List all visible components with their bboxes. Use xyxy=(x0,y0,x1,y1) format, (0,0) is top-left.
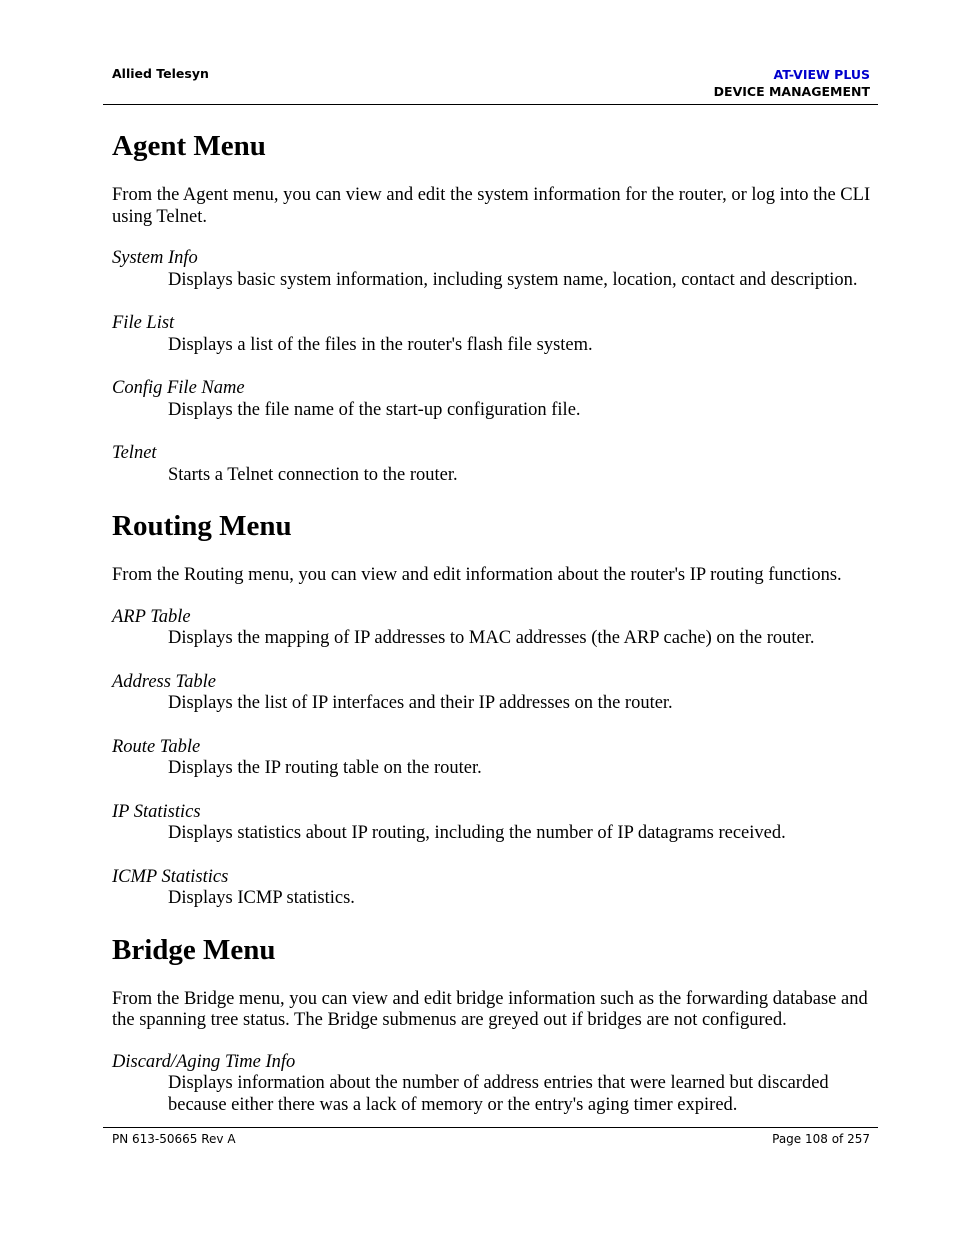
item-description: Displays basic system information, including system name, location, contact and description. xyxy=(168,269,858,290)
item-term: Route Table xyxy=(112,736,201,757)
menu-item-file-list xyxy=(112,313,882,356)
item-term: IP Statistics xyxy=(112,801,201,822)
item-term: File List xyxy=(112,313,175,333)
item-term: Address Table xyxy=(112,671,216,692)
menu-item-icmp-statistics xyxy=(112,867,882,910)
section-intro: From the Bridge menu, you can view and edit bridge information such as the forwarding database and the spanning tree status. The Bridge submenus are greyed out if bridges are not configured. xyxy=(112,988,868,1030)
item-term: System Info xyxy=(112,248,198,268)
menu-item-ip-statistics xyxy=(112,802,882,845)
menu-item-system-info xyxy=(112,248,882,291)
item-description: Displays the mapping of IP addresses to MAC addresses (the ARP cache) on the router. xyxy=(168,628,815,648)
menu-item-arp-table xyxy=(112,607,882,650)
item-term: Config File Name xyxy=(112,378,245,398)
footer-page-number: Page 108 of 257 xyxy=(772,1132,870,1146)
section-title: Bridge Menu xyxy=(112,933,276,966)
menu-item-discard-aging-time-info xyxy=(112,1052,882,1117)
section-agent-menu xyxy=(112,128,882,486)
menu-item-route-table xyxy=(112,737,882,780)
page-header xyxy=(103,64,878,105)
item-term: Discard/Aging Time Info xyxy=(112,1051,296,1072)
item-description: Displays a list of the files in the router's flash file system. xyxy=(168,334,593,355)
item-description: Displays the file name of the start-up configuration file. xyxy=(168,399,581,420)
section-intro: From the Routing menu, you can view and edit information about the router's IP routing functions. xyxy=(112,565,842,585)
item-term: Telnet xyxy=(112,443,157,463)
header-right xyxy=(714,66,870,100)
menu-item-address-table xyxy=(112,672,882,715)
section-title: Agent Menu xyxy=(112,130,266,162)
item-term: ICMP Statistics xyxy=(112,866,229,887)
item-description: Displays the list of IP interfaces and their IP addresses on the router. xyxy=(168,693,673,713)
header-company: Allied Telesyn xyxy=(112,66,209,81)
menu-item-config-file-name xyxy=(112,378,882,421)
section-title: Routing Menu xyxy=(112,510,292,542)
item-term: ARP Table xyxy=(112,606,191,627)
page-footer xyxy=(103,1127,878,1146)
item-description: Displays the IP routing table on the router. xyxy=(168,758,482,778)
menu-item-telnet xyxy=(112,443,882,486)
footer-part-number: PN 613-50665 Rev A xyxy=(112,1132,236,1146)
item-description: Displays information about the number of address entries that were learned but discarded because either there was a lack of memory or the entry's aging timer expired. xyxy=(168,1073,829,1115)
section-intro: From the Agent menu, you can view and edit the system information for the router, or log into the CLI using Telnet. xyxy=(112,185,871,227)
item-description: Displays statistics about IP routing, including the number of IP datagrams received. xyxy=(168,823,786,843)
header-section: DEVICE MANAGEMENT xyxy=(713,84,870,99)
page-content xyxy=(112,128,882,1138)
header-product: AT-VIEW PLUS xyxy=(773,67,870,82)
section-routing-menu xyxy=(112,508,882,910)
item-description: Starts a Telnet connection to the router. xyxy=(168,464,458,485)
item-description: Displays ICMP statistics. xyxy=(168,888,355,908)
section-bridge-menu xyxy=(112,932,882,1117)
